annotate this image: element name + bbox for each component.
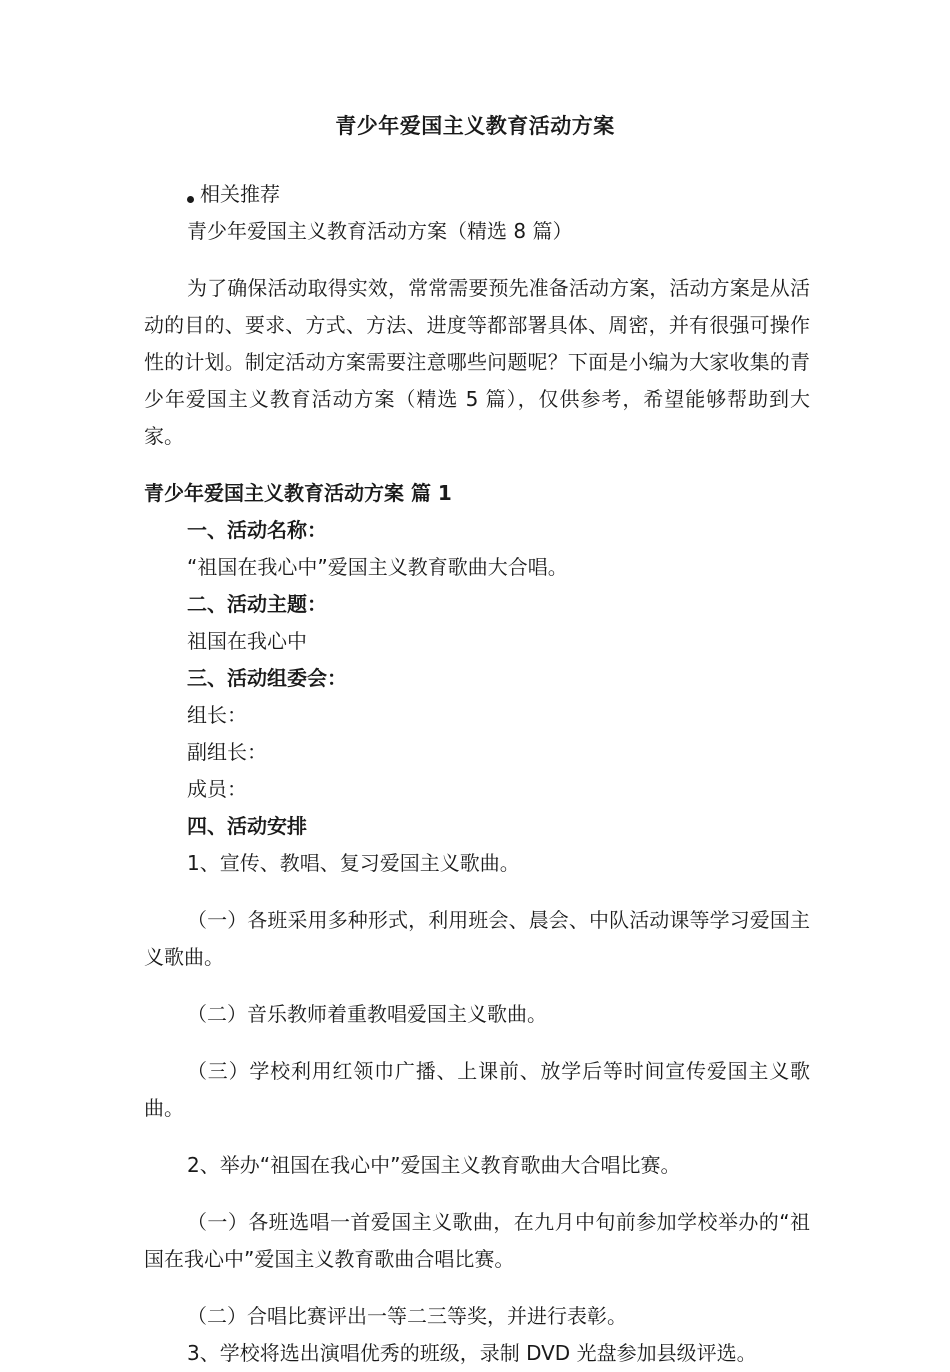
committee-leader: 组长： <box>187 703 247 727</box>
bullet-icon <box>187 196 194 203</box>
step-1-a: （一）各班采用多种形式，利用班会、晨会、中队活动课等学习爱国主义歌曲。 <box>144 908 810 969</box>
section-heading: 青少年爱国主义教育活动方案 篇 1 <box>144 481 452 505</box>
step-3: 3、学校将选出演唱优秀的班级，录制 DVD 光盘参加县级评选。 <box>187 1341 757 1365</box>
activity-theme-text: 祖国在我心中 <box>187 629 307 653</box>
step-1-c: （三）学校利用红领巾广播、上课前、放学后等时间宣传爱国主义歌曲。 <box>144 1059 810 1120</box>
committee-members: 成员： <box>187 777 247 801</box>
heading-activity-name: 一、活动名称： <box>187 518 327 542</box>
related-label[interactable]: 相关推荐 <box>200 182 280 206</box>
step-2-a: （一）各班选唱一首爱国主义歌曲，在九月中旬前参加学校举办的“祖国在我心中”爱国主义教育歌曲合唱比赛。 <box>144 1210 810 1271</box>
related-recommend <box>144 176 810 213</box>
step-1-b: （二）音乐教师着重教唱爱国主义歌曲。 <box>187 1002 547 1026</box>
heading-activity-theme: 二、活动主题： <box>187 592 327 616</box>
step-2-b: （二）合唱比赛评出一等二三等奖，并进行表彰。 <box>187 1304 627 1328</box>
step-1: 1、宣传、教唱、复习爱国主义歌曲。 <box>187 851 520 875</box>
document-title: 青少年爱国主义教育活动方案 <box>335 114 615 138</box>
committee-vice-leader: 副组长： <box>187 740 267 764</box>
related-item-link[interactable]: 青少年爱国主义教育活动方案（精选 8 篇） <box>187 219 573 243</box>
document-body <box>144 176 810 1372</box>
intro-paragraph: 为了确保活动取得实效，常常需要预先准备活动方案，活动方案是从活动的目的、要求、方式、方法、进度等都部署具体、周密，并有很强可操作性的计划。制定活动方案需要注意哪些问题呢？下面是小编为大家收集的青少年爱国主义教育活动方案（精选 5 篇），仅供参考，希望能够帮助到大家。 <box>144 276 810 448</box>
heading-arrangement: 四、活动安排 <box>187 814 307 838</box>
activity-name-text: “祖国在我心中”爱国主义教育歌曲大合唱。 <box>187 555 568 579</box>
step-2: 2、举办“祖国在我心中”爱国主义教育歌曲大合唱比赛。 <box>187 1153 681 1177</box>
heading-committee: 三、活动组委会： <box>187 666 347 690</box>
